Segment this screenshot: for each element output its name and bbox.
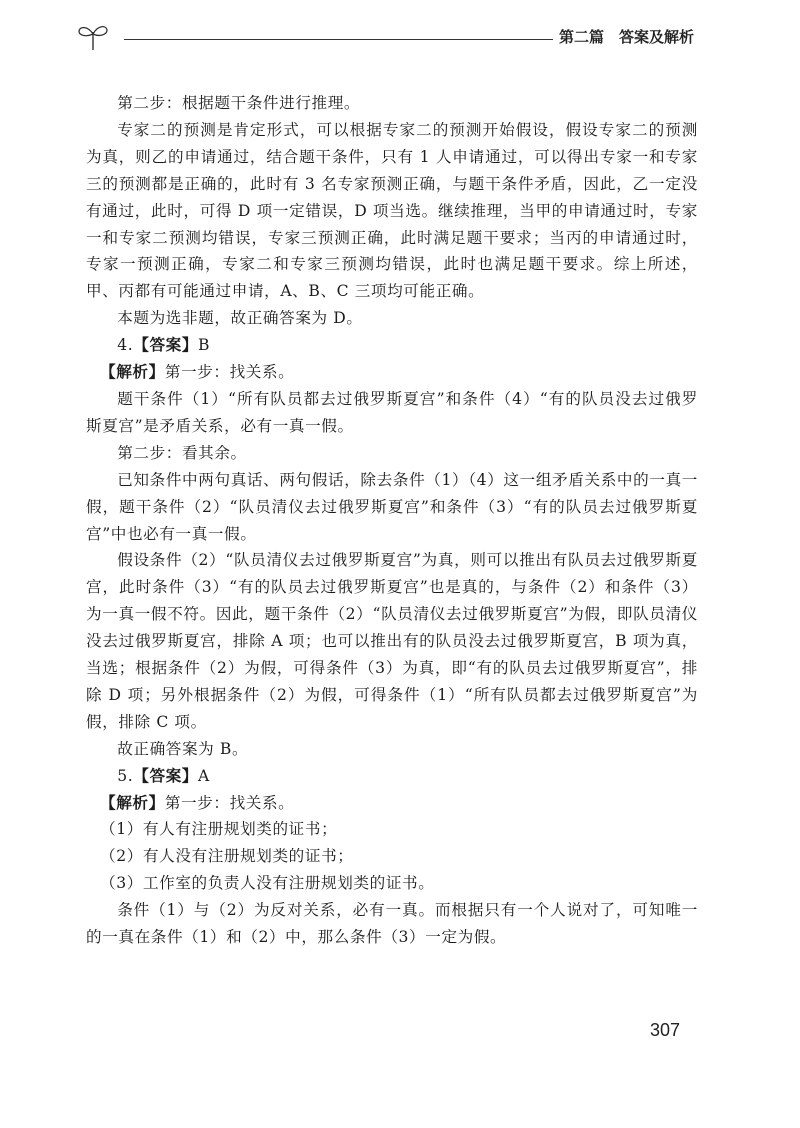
paragraph: 条件（1）与（2）为反对关系，必有一真。而根据只有一个人说对了，可知唯一的一真在条件（1）和（2）中，那么条件（3）一定为假。 — [86, 901, 698, 947]
answer-label: 【答案】 — [133, 766, 199, 785]
paragraph: 题干条件（1）“所有队员都去过俄罗斯夏宫”和条件（4）“有的队员没去过俄罗斯夏宫”是矛盾关系，必有一真一假。 — [86, 389, 698, 435]
answer-line-4 — [86, 332, 698, 359]
analysis-label: 【解析】 — [100, 363, 165, 382]
analysis-line — [86, 790, 698, 817]
question-number: 4. — [117, 336, 134, 355]
page-content — [86, 90, 698, 951]
paragraph: 假设条件（2）“队员清仪去过俄罗斯夏宫”为真，则可以推出有队员去过俄罗斯夏宫，此时条件（3）“有的队员去过俄罗斯夏宫”也是真的，与条件（2）和条件（3）为一真一假不符。因此，题干条件（2）“队员清仪去过俄罗斯夏宫”为假，即队员清仪没去过俄罗斯夏宫，排除 A 项；也可以推出有的队员没去过俄罗斯夏宫，B 项为真，当选；根据条件（2）为假，可得条件（3）为真，即“有的队员去过俄罗斯夏宫”，排除 D 项；另外根据条件（2）为假，可得条件（1）“所有队员都去过俄罗斯夏宫”为假，排除 C 项。 — [86, 551, 698, 731]
sprout-icon — [76, 22, 110, 52]
header-title: 第二篇 答案及解析 — [553, 26, 694, 47]
answer-line-5 — [86, 763, 698, 790]
answer-value: A — [198, 766, 210, 785]
paragraph: 专家二的预测是肯定形式，可以根据专家二的预测开始假设，假设专家二的预测为真，则乙的申请通过，结合题干条件，只有 1 人申请通过，可以得出专家一和专家三的预测都是正确的，此时有 3 名专家预测正确，与题干条件矛盾，因此，乙一定没有通过，此时，可得 D 项一定错误，D 项当选。继续推理，当甲的申请通过时，专家一和专家二预测均错误，专家三预测正确，此时满足题干要求；当丙的申请通过时，专家一预测正确，专家二和专家三预测均错误，此时也满足题干要求。综上所述，甲、丙都有可能通过申请，A、B、C 三项均可能正确。 — [86, 120, 698, 301]
page-number: 307 — [650, 1020, 681, 1040]
analysis-text: 第一步：找关系。 — [164, 793, 295, 812]
answer-value: B — [198, 336, 211, 355]
analysis-text: 第一步：找关系。 — [164, 363, 295, 382]
header-rule — [124, 39, 594, 40]
answer-label: 【答案】 — [133, 336, 199, 355]
paragraph: 故正确答案为 B。 — [117, 739, 249, 758]
analysis-label: 【解析】 — [100, 793, 165, 812]
paragraph: 本题为选非题，故正确答案为 D。 — [117, 309, 363, 328]
question-number: 5. — [117, 766, 134, 785]
analysis-line — [86, 359, 698, 386]
paragraph: 第二步：看其余。 — [117, 443, 247, 462]
condition-item: （3）工作室的负责人没有注册规划类的证书。 — [100, 874, 435, 893]
page-header — [58, 18, 748, 58]
condition-item: （2）有人没有注册规划类的证书； — [100, 847, 354, 866]
condition-item: （1）有人有注册规划类的证书； — [100, 820, 338, 839]
paragraph: 已知条件中两句真话、两句假话，除去条件（1）（4）这一组矛盾关系中的一真一假，题干条件（2）“队员清仪去过俄罗斯夏宫”和条件（3）“有的队员去过俄罗斯夏宫”中也必有一真一假。 — [86, 470, 698, 543]
paragraph: 第二步：根据题干条件进行推理。 — [117, 94, 361, 112]
